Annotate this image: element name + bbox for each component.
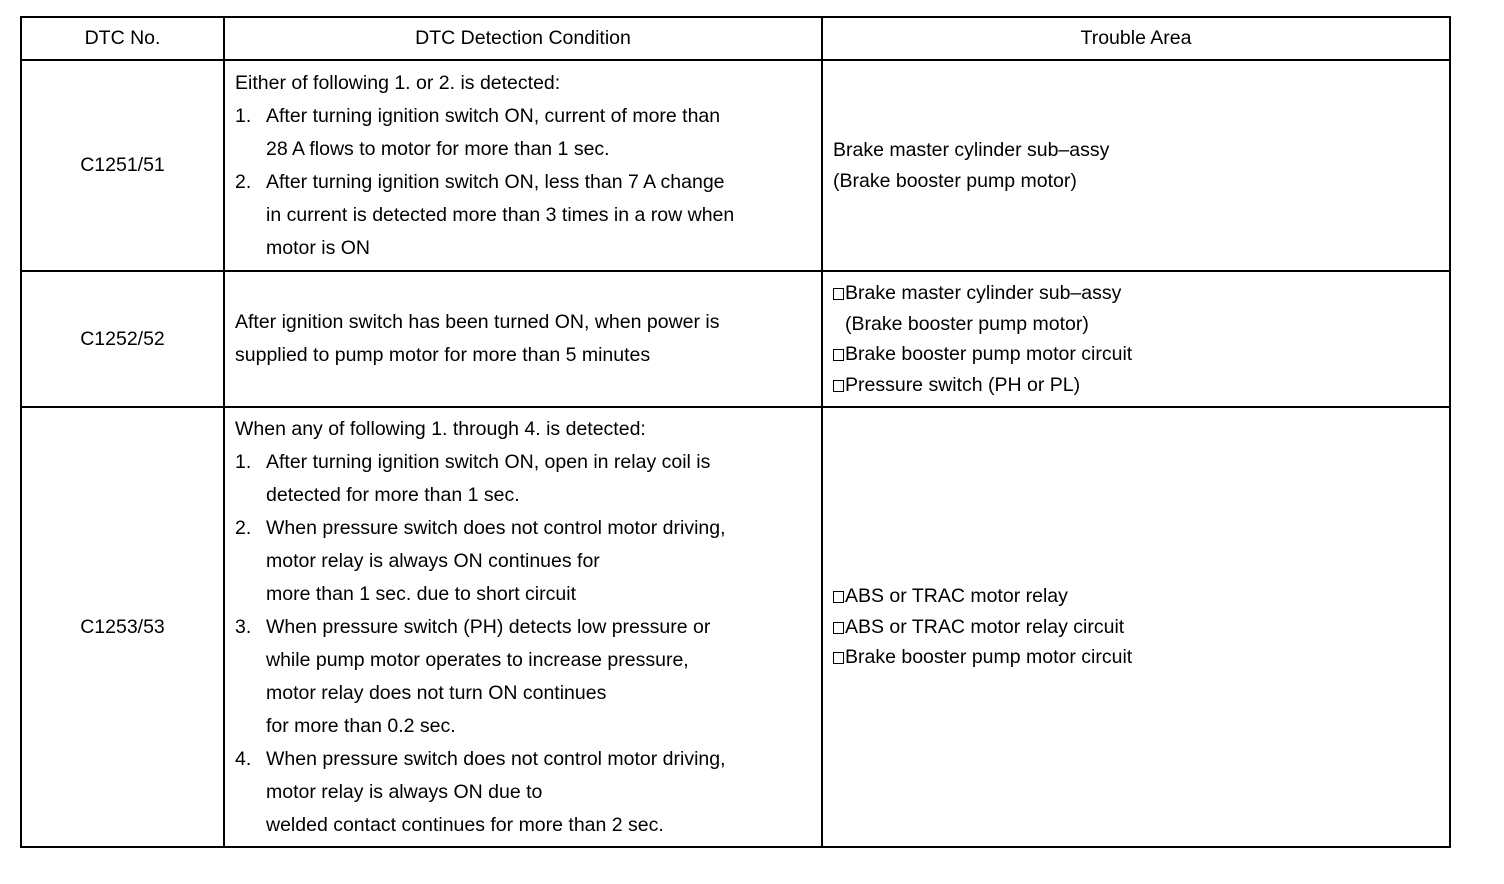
trouble-area-text: Pressure switch (PH or PL) — [845, 373, 1081, 396]
condition-item — [235, 166, 807, 265]
item-number: 3. — [235, 615, 252, 638]
trouble-area — [822, 271, 1450, 407]
condition-line: After turning ignition switch ON, less than 7 A change — [266, 170, 725, 193]
condition-line: After turning ignition switch ON, current of more than — [266, 104, 721, 127]
condition-line: motor relay is always ON due to — [266, 780, 543, 803]
trouble-area — [822, 407, 1450, 847]
trouble-area-item — [833, 339, 1439, 370]
checkbox-square-icon — [833, 380, 844, 392]
item-number: 2. — [235, 170, 252, 193]
condition-item — [235, 743, 807, 842]
condition-item — [235, 512, 807, 611]
trouble-area-item: (Brake booster pump motor) — [845, 312, 1089, 335]
detection-condition — [224, 60, 822, 271]
table-row — [21, 60, 1450, 271]
trouble-area-text: ABS or TRAC motor relay circuit — [845, 615, 1125, 638]
trouble-area-text: Brake booster pump motor circuit — [845, 343, 1133, 365]
dtc-code: C1253/53 — [21, 407, 224, 847]
checkbox-square-icon — [833, 652, 844, 664]
trouble-area-text: Brake booster pump motor circuit — [845, 646, 1133, 669]
table-row — [21, 271, 1450, 407]
condition-list — [235, 446, 807, 842]
header-detection-condition: DTC Detection Condition — [224, 17, 822, 60]
trouble-area-item — [833, 642, 1439, 673]
trouble-area-text: Brake master cylinder sub–assy — [845, 282, 1122, 304]
condition-line: while pump motor operates to increase pressure, — [266, 648, 689, 671]
item-number: 2. — [235, 516, 252, 539]
condition-item — [235, 446, 807, 512]
header-dtc-no: DTC No. — [21, 17, 224, 60]
detection-condition — [224, 407, 822, 847]
trouble-area-item: (Brake booster pump motor) — [833, 169, 1077, 192]
condition-line: detected for more than 1 sec. — [266, 483, 520, 506]
condition-intro: Either of following 1. or 2. is detected: — [235, 71, 561, 94]
header-row — [21, 17, 1450, 60]
condition-line: supplied to pump motor for more than 5 minutes — [235, 344, 651, 366]
item-number: 1. — [235, 104, 252, 127]
trouble-area-item: Brake master cylinder sub–assy — [833, 139, 1110, 161]
trouble-area-item — [833, 612, 1439, 643]
header-trouble-area: Trouble Area — [822, 17, 1450, 60]
condition-line: motor relay does not turn ON continues — [266, 681, 607, 704]
condition-line: for more than 0.2 sec. — [266, 714, 456, 737]
condition-line: After turning ignition switch ON, open in relay coil is — [266, 450, 711, 473]
trouble-area-item — [833, 278, 1439, 309]
condition-line: After ignition switch has been turned ON, when power is — [235, 311, 720, 333]
condition-item — [235, 611, 807, 743]
condition-line: more than 1 sec. due to short circuit — [266, 582, 576, 605]
condition-line: When pressure switch does not control motor driving, — [266, 516, 726, 539]
dtc-code: C1252/52 — [21, 271, 224, 407]
trouble-area-text: ABS or TRAC motor relay — [845, 585, 1068, 608]
dtc-table — [20, 16, 1451, 848]
condition-line: When pressure switch (PH) detects low pressure or — [266, 615, 711, 638]
table-row — [21, 407, 1450, 847]
checkbox-square-icon — [833, 591, 844, 603]
trouble-area-item — [833, 581, 1439, 612]
condition-line: 28 A flows to motor for more than 1 sec. — [266, 137, 610, 160]
item-number: 1. — [235, 450, 252, 473]
checkbox-square-icon — [833, 349, 844, 361]
condition-intro: When any of following 1. through 4. is detected: — [235, 417, 646, 440]
item-number: 4. — [235, 747, 252, 770]
condition-line: When pressure switch does not control motor driving, — [266, 747, 726, 770]
condition-line: welded contact continues for more than 2 sec. — [266, 813, 664, 836]
condition-list — [235, 100, 807, 265]
detection-condition — [224, 271, 822, 407]
condition-item — [235, 100, 807, 166]
dtc-code: C1251/51 — [21, 60, 224, 271]
trouble-area-item — [833, 370, 1439, 401]
condition-line: motor is ON — [266, 236, 371, 259]
checkbox-square-icon — [833, 622, 844, 634]
trouble-area — [822, 60, 1450, 271]
condition-line: in current is detected more than 3 times in a row when — [266, 203, 735, 226]
checkbox-square-icon — [833, 288, 844, 300]
condition-line: motor relay is always ON continues for — [266, 549, 600, 572]
